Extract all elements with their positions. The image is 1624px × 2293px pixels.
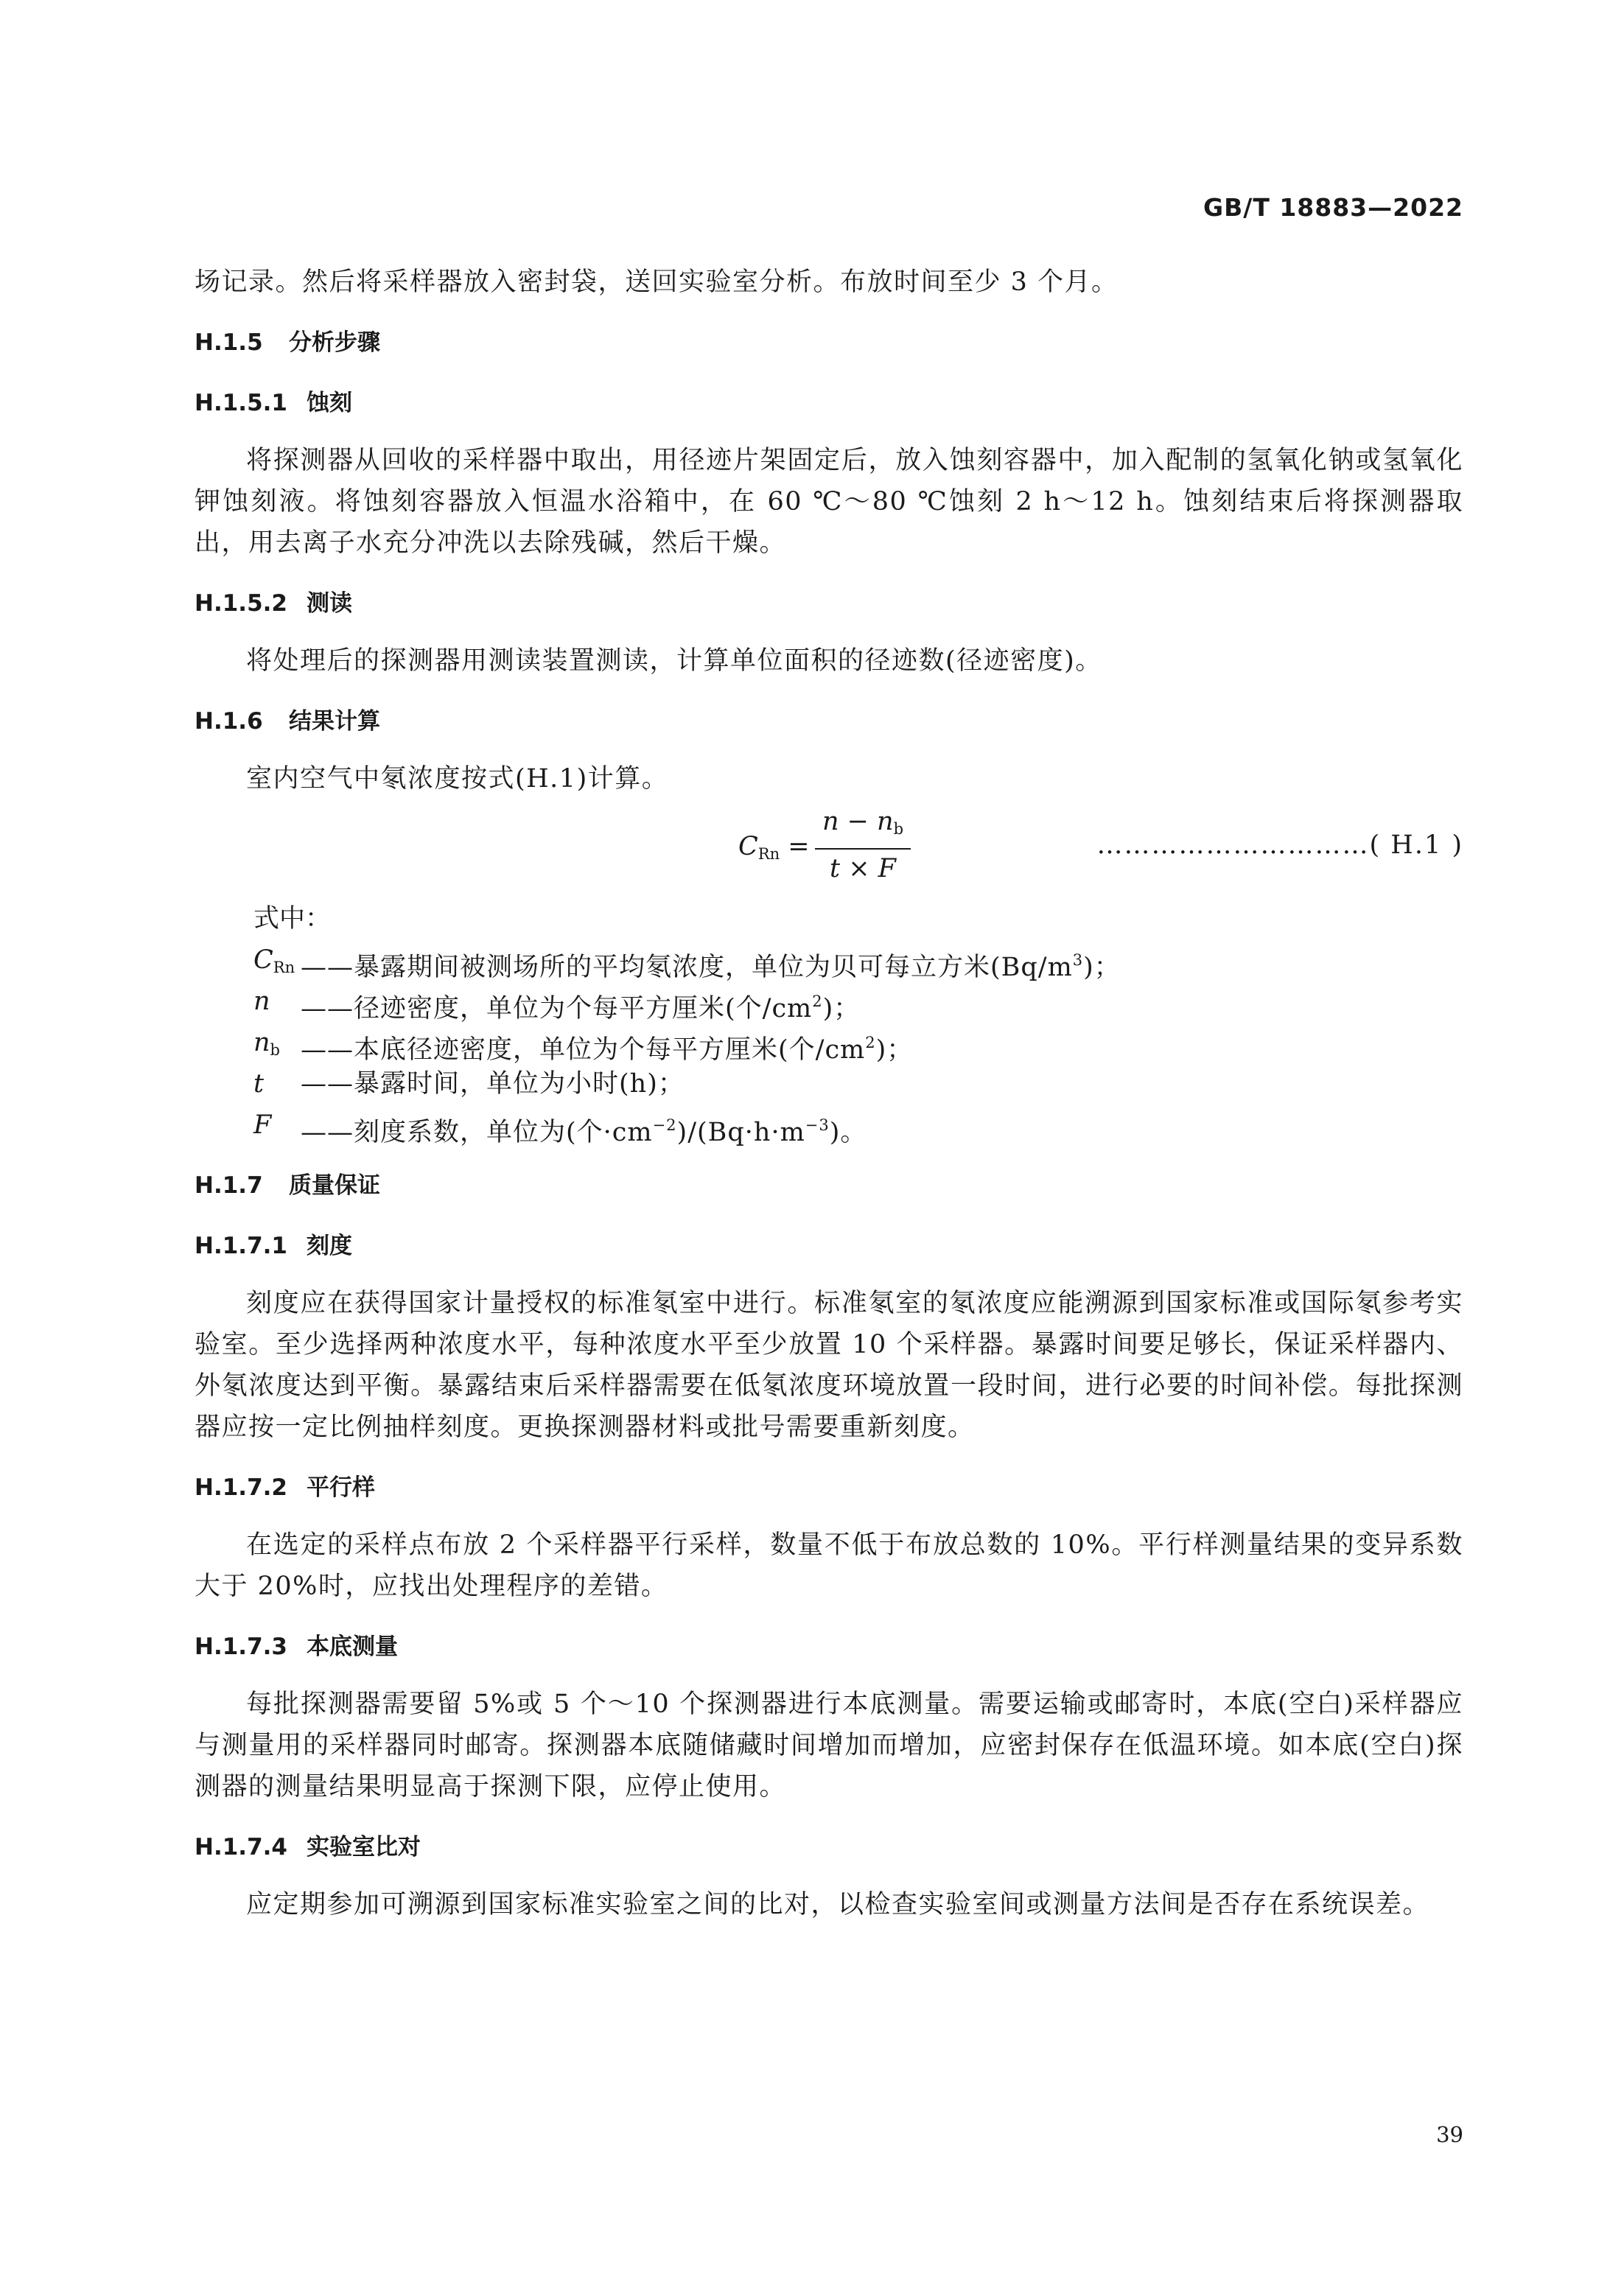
formula-fraction: [815, 802, 911, 888]
section-title: 质量保证: [289, 1172, 380, 1199]
heading-h-1-7-4: [195, 1827, 1463, 1868]
symbol-description: ——刻度系数，单位为(个$\cdot cm^{-2})/(Bq\cdot h\cdot m^{-3})$。: [301, 1116, 867, 1147]
symbol-definition: [195, 1063, 1463, 1105]
section-number: H.1.7: [195, 1172, 263, 1199]
formula-denominator: t × F: [830, 854, 896, 883]
parallel-sample-paragraph: 在选定的采样点布放 2 个采样器平行采样，数量不低于布放总数的 10%。平行样测量结果的变异系数大于 20%时，应找出处理程序的差错。: [195, 1530, 1463, 1601]
calibration-paragraph: 刻度应在获得国家计量授权的标准氡室中进行。标准氡室的氡浓度应能溯源到国家标准或国际氡参考实验室。至少选择两种浓度水平，每种浓度水平至少放置 10 个采样器。暴露时间要足够长，保证采样器内、外氡浓度达到平衡。暴露结束后采样器需要在低氡浓度环境放置一段时间，进行必要的时间补偿。每批探测器应按一定比例抽样刻度。更换探测器材料或批号需要重新刻度。: [195, 1289, 1463, 1442]
section-number: H.1.6: [195, 708, 263, 735]
formula-lhs: $C_{Rn}$ =: [738, 832, 810, 863]
document-body: [195, 262, 1463, 1925]
symbol-definition: [195, 1105, 1463, 1146]
symbol: t: [253, 1069, 265, 1099]
heading-h-1-7: [195, 1165, 1463, 1206]
section-title: 实验室比对: [307, 1834, 421, 1860]
heading-h-1-5-2: [195, 583, 1463, 624]
section-title: 分析步骤: [289, 329, 380, 356]
heading-h-1-7-3: [195, 1626, 1463, 1667]
intro-paragraph: 场记录。然后将采样器放入密封袋，送回实验室分析。布放时间至少 3 个月。: [195, 267, 1119, 297]
symbol: F: [253, 1110, 272, 1140]
section-number: H.1.7.1: [195, 1233, 287, 1259]
page-number: 39: [1436, 2122, 1463, 2147]
heading-h-1-5-1: [195, 382, 1463, 424]
formula-h-1: [195, 802, 1463, 891]
section-title: 本底测量: [307, 1634, 398, 1660]
symbol-definition: [195, 981, 1463, 1022]
heading-h-1-5: [195, 322, 1463, 363]
section-number: H.1.7.3: [195, 1634, 287, 1660]
symbol-definition: [195, 1022, 1463, 1063]
section-title: 结果计算: [289, 708, 380, 735]
where-label: 式中：: [253, 904, 332, 934]
section-number: H.1.5.1: [195, 390, 287, 416]
symbol-definition: [195, 939, 1463, 981]
heading-h-1-7-1: [195, 1225, 1463, 1267]
symbol: $n_b$: [253, 1028, 280, 1059]
formula-numerator: $n - n_b$: [815, 802, 911, 850]
symbol-description: ——径迹密度，单位为个每平方厘米(个$/cm^2$)；: [301, 993, 861, 1023]
section-title: 平行样: [307, 1474, 375, 1501]
reading-paragraph: 将处理后的探测器用测读装置测读，计算单位面积的径迹数(径迹密度)。: [246, 646, 1102, 676]
etching-paragraph: 将探测器从回收的采样器中取出，用径迹片架固定后，放入蚀刻容器中，加入配制的氢氧化钠或氢氧化钾蚀刻液。将蚀刻容器放入恒温水浴箱中，在 60 ℃～80 ℃蚀刻 2 h～12 h。蚀刻结束后将探测器取出，用去离子水充分冲洗以去除残碱，然后干燥。: [195, 446, 1463, 558]
standard-id: GB/T 18883—2022: [1203, 193, 1463, 222]
symbol-description: ——暴露时间，单位为小时(h)；: [301, 1069, 685, 1099]
section-number: H.1.7.2: [195, 1474, 287, 1501]
section-number: H.1.7.4: [195, 1834, 287, 1860]
lab-comparison-paragraph: 应定期参加可溯源到国家标准实验室之间的比对，以检查实验室间或测量方法间是否存在系统误差。: [246, 1890, 1430, 1919]
symbol-description: ——暴露期间被测场所的平均氡浓度，单位为贝可每立方米$(Bq/m^3)$；: [301, 951, 1121, 982]
heading-h-1-7-2: [195, 1467, 1463, 1508]
symbol-description: ——本底径迹密度，单位为个每平方厘米(个$/cm^2$)；: [301, 1034, 914, 1065]
symbol: n: [253, 987, 270, 1016]
section-title: 刻度: [307, 1233, 352, 1259]
symbol: $C_{Rn}$: [253, 945, 295, 976]
section-title: 测读: [307, 590, 352, 617]
heading-h-1-6: [195, 701, 1463, 742]
section-number: H.1.5: [195, 329, 263, 356]
calculation-paragraph: 室内空气中氡浓度按式(H.1)计算。: [246, 764, 669, 794]
equation-number: …………………………( H.1 ): [1096, 830, 1463, 860]
section-title: 蚀刻: [307, 390, 352, 416]
section-number: H.1.5.2: [195, 590, 287, 617]
background-measurement-paragraph: 每批探测器需要留 5%或 5 个～10 个探测器进行本底测量。需要运输或邮寄时，本底(空白)采样器应与测量用的采样器同时邮寄。探测器本底随储藏时间增加而增加，应密封保存在低温环境。如本底(空白)探测器的测量结果明显高于探测下限，应停止使用。: [195, 1690, 1463, 1802]
